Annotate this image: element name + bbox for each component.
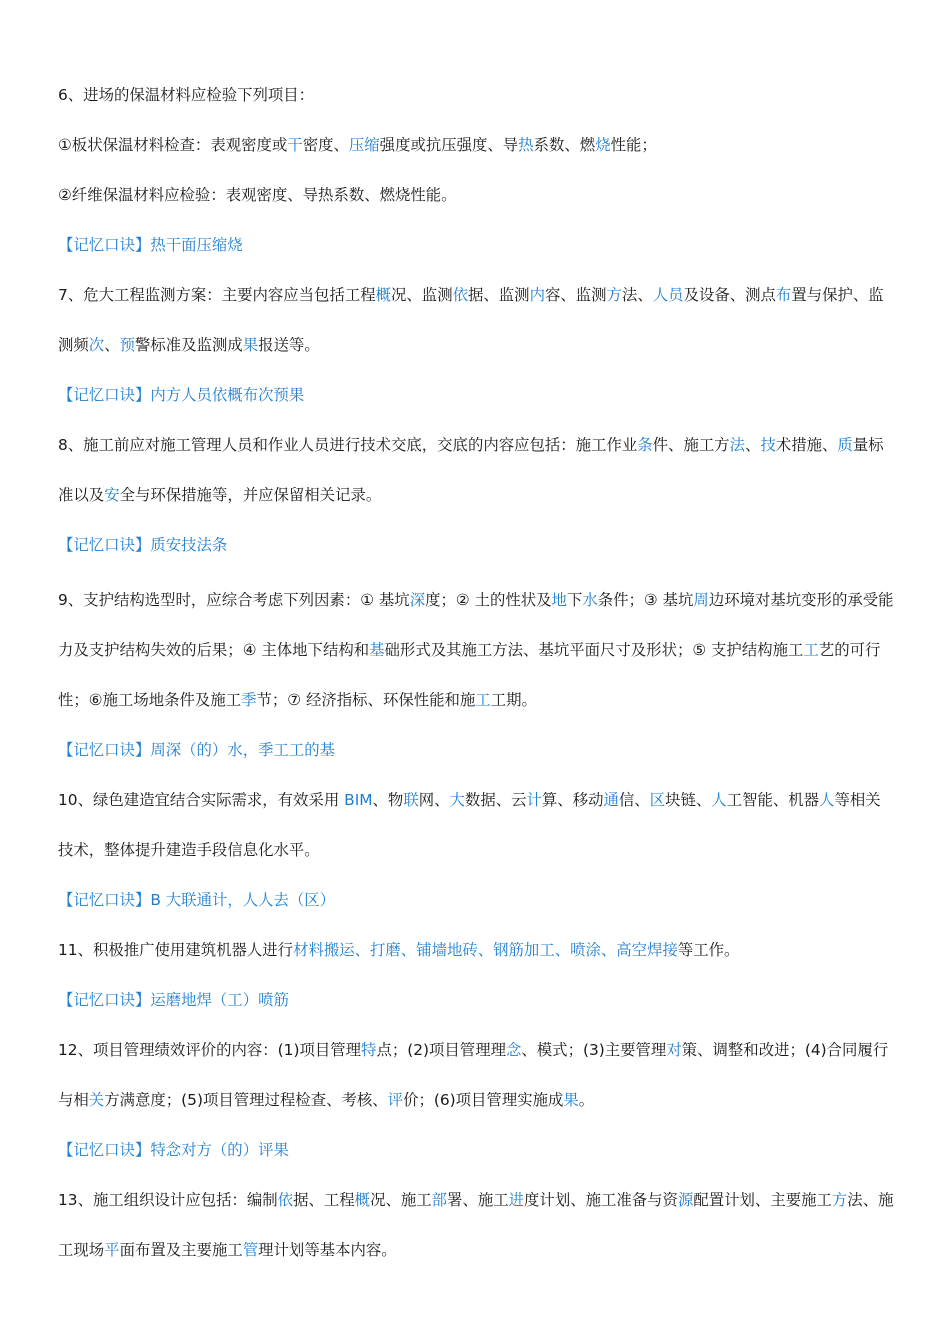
mnemonic-line-m6 — [58, 220, 894, 270]
highlighted-text: 基 — [369, 641, 385, 659]
text-run: 及设备、测点 — [683, 286, 776, 304]
text-run: 系数、燃 — [533, 136, 596, 154]
highlighted-text: 安 — [104, 486, 120, 504]
highlighted-text: 人 — [711, 791, 727, 809]
highlighted-text: 地 — [551, 591, 567, 609]
text-run: 6、进场的保温材料应检验下列项目： — [58, 86, 315, 104]
text-run: 10、绿色建造宜结合实际需求，有效采用 — [58, 791, 345, 809]
highlighted-text: 质 — [837, 436, 853, 454]
text-run: 警标准及监测成 — [135, 336, 243, 354]
text-run: 容、监测 — [544, 286, 607, 304]
highlighted-text: 工 — [475, 691, 491, 709]
paragraph-p7 — [58, 270, 894, 370]
text-run: 理计划等基本内容。 — [258, 1241, 397, 1259]
highlighted-text: 特 — [361, 1041, 377, 1059]
text-run: 置与保护、监测频 — [58, 286, 884, 354]
mnemonic-line-m7 — [58, 370, 894, 420]
text-run: 边环境对基坑变形的承受能力及支护结构失效的后果；④ 主体地下结构和 — [58, 591, 894, 659]
text-run: 节；⑦ 经济指标、环保性能和施 — [256, 691, 476, 709]
highlighted-text: 压缩 — [348, 136, 380, 154]
highlighted-text: 季 — [241, 691, 257, 709]
highlighted-text: 通 — [603, 791, 619, 809]
text-run: 点；(2)项目管理理 — [376, 1041, 506, 1059]
text-run: 据、工程 — [293, 1191, 355, 1209]
highlighted-text: 管 — [242, 1241, 259, 1259]
highlighted-text: 干 — [287, 136, 303, 154]
text-run: 7、危大工程监测方案：主要内容应当包括工程 — [58, 286, 376, 304]
text-run: 网、 — [418, 791, 450, 809]
mnemonic-line-m11 — [58, 975, 894, 1025]
text-run: 面布置及主要施工 — [119, 1241, 243, 1259]
text-run: 性能； — [610, 136, 657, 154]
text-run: 况、监测 — [391, 286, 453, 304]
highlighted-text: 果 — [242, 336, 259, 354]
text-run: 全与环保措施等，并应保留相关记录。 — [119, 486, 382, 504]
highlighted-text: 依 — [277, 1191, 294, 1209]
text-run: 工期。 — [490, 691, 537, 709]
highlighted-text: 内 — [529, 286, 545, 304]
highlighted-text: 水 — [582, 591, 598, 609]
highlighted-text: 周 — [693, 591, 709, 609]
highlighted-text: 法 — [729, 436, 746, 454]
highlighted-text: 关 — [88, 1091, 105, 1109]
text-run: 块链、 — [665, 791, 712, 809]
text-run: 算、移动 — [541, 791, 604, 809]
text-run: 度计划、施工准备与资 — [524, 1191, 678, 1209]
highlighted-text: 念 — [505, 1041, 522, 1059]
highlighted-text: 部 — [431, 1191, 448, 1209]
paragraph-p10 — [58, 775, 894, 875]
text-run: 策、调整和改进；(4)合同履行与相 — [58, 1041, 889, 1109]
text-run: 度；② 土的性状及 — [425, 591, 552, 609]
text-run: 、模式；(3)主要管理 — [521, 1041, 667, 1059]
highlighted-text: 方 — [831, 1191, 848, 1209]
highlighted-text: 次 — [88, 336, 105, 354]
text-run: 、物 — [372, 791, 404, 809]
text-run: 8、施工前应对施工管理人员和作业人员进行技术交底，交底的内容应包括：施工作业 — [58, 436, 638, 454]
text-run: 、 — [104, 336, 120, 354]
highlighted-text: 深 — [409, 591, 426, 609]
text-run: 工智能、机器 — [726, 791, 820, 809]
highlighted-text: 大 — [449, 791, 465, 809]
text-run: 报送等。 — [258, 336, 320, 354]
highlighted-text: 人 — [819, 791, 835, 809]
text-run: 11、积极推广使用建筑机器人进行 — [58, 941, 294, 959]
highlighted-text: 工 — [803, 641, 819, 659]
text-run: 、 — [745, 436, 761, 454]
text-run: 。 — [578, 1091, 595, 1109]
text-run: 信、 — [618, 791, 650, 809]
mnemonic-line-m10 — [58, 875, 894, 925]
mnemonic-line-m8 — [58, 520, 894, 570]
text-run: 法、 — [621, 286, 653, 304]
text-run: 强度或抗压强度、导 — [379, 136, 519, 154]
highlighted-text: 概 — [375, 286, 392, 304]
text-run: 术措施、 — [775, 436, 838, 454]
highlighted-text: 人员 — [652, 286, 684, 304]
highlighted-text: 依 — [452, 286, 468, 304]
paragraph-p11 — [58, 925, 894, 975]
paragraph-p6a — [58, 120, 894, 170]
highlighted-text: 布 — [775, 286, 792, 304]
highlighted-text: 区 — [649, 791, 666, 809]
highlighted-text: 【记忆口诀】运磨地焊（工）喷筋 — [58, 991, 289, 1009]
highlighted-text: 果 — [563, 1091, 579, 1109]
highlighted-text: 预 — [119, 336, 136, 354]
text-run: 艺的可行性；⑥施工场地条件及施工 — [58, 641, 881, 709]
text-run: 方满意度；(5)项目管理过程检查、考核、 — [104, 1091, 388, 1109]
text-run: 法、施工现场 — [58, 1191, 894, 1259]
paragraph-p6 — [58, 70, 894, 120]
text-run: 下 — [566, 591, 583, 609]
highlighted-text: 对 — [666, 1041, 682, 1059]
highlighted-text: 源 — [677, 1191, 694, 1209]
text-run: 等相关技术，整体提升建造手段信息化水平。 — [58, 791, 881, 859]
highlighted-text: 平 — [104, 1241, 120, 1259]
highlighted-text: 技 — [760, 436, 776, 454]
highlighted-text: 烧 — [595, 136, 611, 154]
mnemonic-line-m9 — [58, 725, 894, 775]
paragraph-p8 — [58, 420, 894, 520]
text-run: 础形式及其施工方法、基坑平面尺寸及形状；⑤ 支护结构施工 — [384, 641, 804, 659]
highlighted-text: 【记忆口诀】热干面压缩烧 — [58, 236, 243, 254]
highlighted-text: IM — [354, 791, 373, 809]
text-run: 13、施工组织设计应包括：编制 — [58, 1191, 278, 1209]
highlighted-text: 联 — [403, 791, 419, 809]
highlighted-text: 进 — [508, 1191, 525, 1209]
highlighted-text: 【记忆口诀】特念对方（的）评果 — [58, 1141, 289, 1159]
text-run: 12、项目管理绩效评价的内容：(1)项目管理 — [58, 1041, 362, 1059]
highlighted-text: 【记忆口诀】B 大联通计，人人去（区） — [58, 891, 336, 909]
paragraph-p9 — [58, 575, 894, 725]
highlighted-text: 【记忆口诀】周深（的）水，季工工的基 — [58, 741, 336, 759]
text-run: ②纤维保温材料应检验：表观密度、导热系数、燃烧性能。 — [58, 186, 457, 204]
text-run: 件、施工方 — [652, 436, 730, 454]
text-run: 配置计划、主要施工 — [693, 1191, 832, 1209]
highlighted-text: 【记忆口诀】内方人员依概布次预果 — [58, 386, 305, 404]
document-body — [58, 70, 894, 1275]
highlighted-text: 条 — [637, 436, 653, 454]
paragraph-p12 — [58, 1025, 894, 1125]
text-run: 数据、云 — [464, 791, 527, 809]
highlighted-text: 热 — [518, 136, 534, 154]
text-run: 价；(6)项目管理实施成 — [403, 1091, 564, 1109]
text-run: 量标准以及 — [58, 436, 884, 504]
text-run: 密度、 — [302, 136, 349, 154]
highlighted-text: B — [344, 791, 355, 809]
highlighted-text: 评 — [387, 1091, 404, 1109]
paragraph-p13 — [58, 1175, 894, 1275]
highlighted-text: 方 — [606, 286, 622, 304]
text-run: 据、监测 — [468, 286, 530, 304]
highlighted-text: 概 — [354, 1191, 371, 1209]
text-run: 9、支护结构选型时，应综合考虑下列因素：① 基坑 — [58, 591, 410, 609]
text-run: 等工作。 — [677, 941, 740, 959]
text-run: ①板状保温材料检查：表观密度或 — [58, 136, 288, 154]
text-run: 署、施工 — [447, 1191, 509, 1209]
text-run: 况、施工 — [370, 1191, 432, 1209]
highlighted-text: 计 — [526, 791, 542, 809]
text-run: 条件；③ 基坑 — [597, 591, 694, 609]
paragraph-p6b — [58, 170, 894, 220]
highlighted-text: 材料搬运、打磨、铺墙地砖、钢筋加工、喷涂、高空焊接 — [293, 941, 678, 959]
highlighted-text: 【记忆口诀】质安技法条 — [58, 536, 228, 554]
mnemonic-line-m12 — [58, 1125, 894, 1175]
